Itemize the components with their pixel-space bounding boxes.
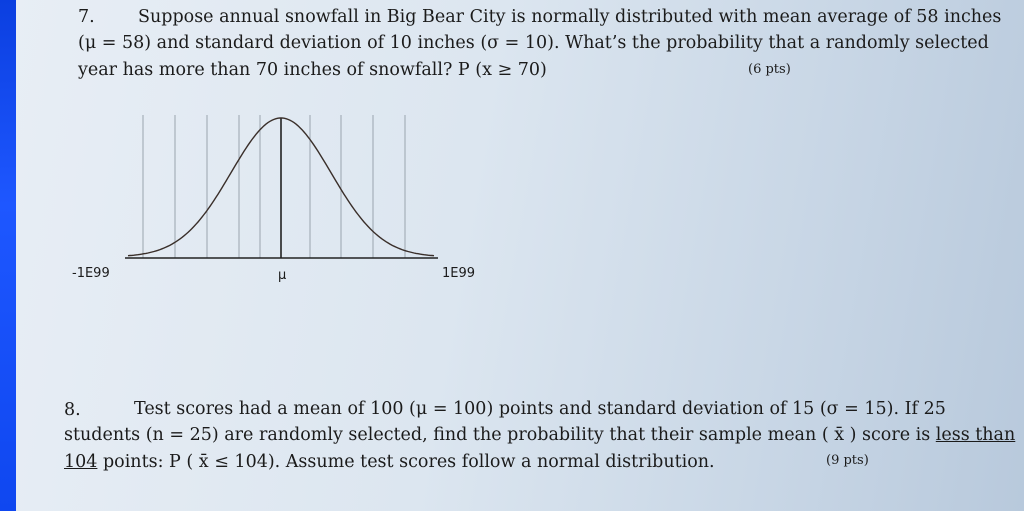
q8-points: (9 pts): [826, 453, 869, 468]
q7-text-line1: Suppose annual snowfall in Big Bear City is normally distributed with mean average of 58 inches: [138, 7, 1002, 27]
q8-text-line3: 104 points: P ( x̄ ≤ 104). Assume test scores follow a normal distribution.: [64, 452, 715, 472]
q8-text-line1: Test scores had a mean of 100 (μ = 100) points and standard deviation of 15 (σ = 15). If 25: [134, 399, 946, 419]
q7-text-line2: (μ = 58) and standard deviation of 10 inches (σ = 10). What’s the probability that a randomly selected: [78, 33, 989, 53]
mean-label: μ: [278, 268, 287, 283]
q8-number: 8.: [64, 400, 81, 420]
q7-number: 7.: [78, 7, 95, 27]
less-than-underlined: less than: [935, 425, 1016, 445]
q8-text-line2: students (n = 25) are randomly selected, find the probability that their sample mean ( x̄ ) score is less than: [64, 425, 1016, 445]
left-bound-label: -1E99: [72, 266, 110, 281]
value-104-underlined: 104: [64, 452, 98, 472]
q7-text-line3: year has more than 70 inches of snowfall? P (x ≥ 70): [78, 60, 547, 80]
q7-points: (6 pts): [748, 62, 791, 77]
right-bound-label: 1E99: [442, 266, 476, 281]
